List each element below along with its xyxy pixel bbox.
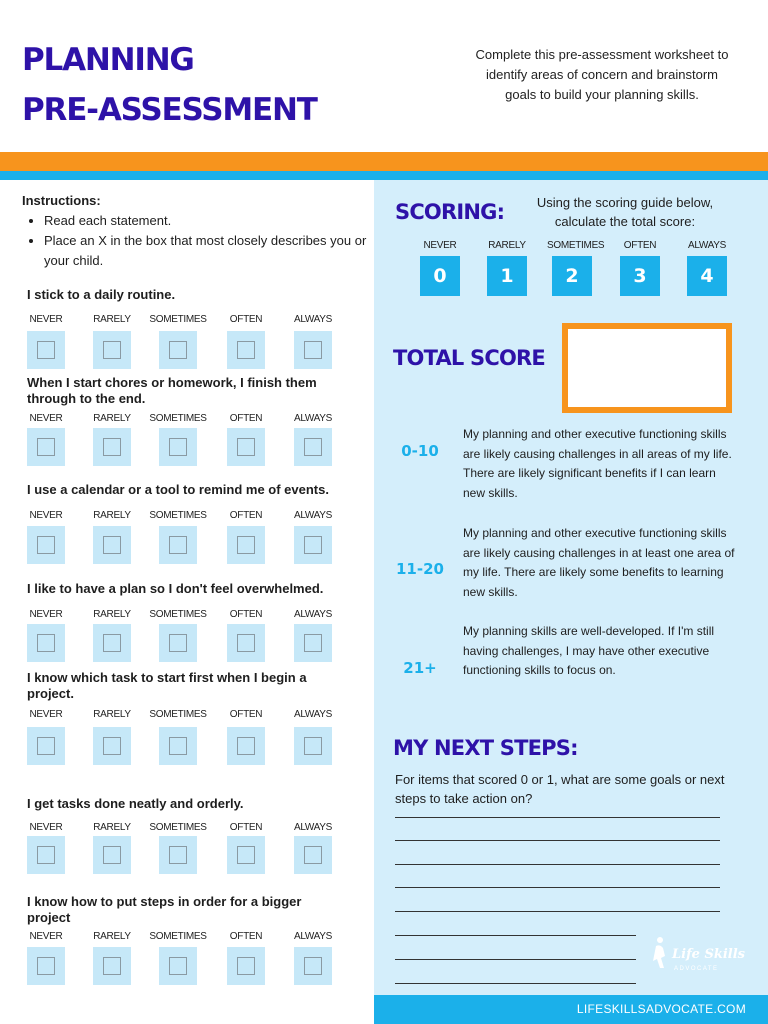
- scoring-panel: [374, 180, 768, 1024]
- answer-checkbox-often[interactable]: [227, 428, 265, 466]
- next-steps-heading: MY NEXT STEPS:: [393, 736, 578, 760]
- option-label-rarely: RARELY: [93, 709, 131, 720]
- option-label-sometimes: SOMETIMES: [149, 413, 207, 424]
- question-statement: I know which task to start first when I begin a project.: [27, 670, 307, 701]
- option-label-often: OFTEN: [229, 510, 263, 521]
- option-label-never: NEVER: [29, 510, 63, 521]
- option-label-sometimes: SOMETIMES: [149, 609, 207, 620]
- option-label-always: ALWAYS: [293, 609, 333, 620]
- instruction-item: • Read each statement.: [44, 211, 384, 231]
- logo-name: Life Skills: [672, 947, 745, 962]
- answer-checkbox-never[interactable]: [27, 947, 65, 985]
- writing-line[interactable]: [395, 887, 720, 888]
- answer-checkbox-always[interactable]: [294, 727, 332, 765]
- range-description: My planning and other executive functioning skills are likely causing challenges in all areas of my life. There are likely significant benefits if I can learn new skills.: [463, 427, 732, 500]
- option-label-never: NEVER: [29, 931, 63, 942]
- answer-checkbox-often[interactable]: [227, 836, 265, 874]
- answer-checkbox-never[interactable]: [27, 428, 65, 466]
- answer-checkbox-sometimes[interactable]: [159, 947, 197, 985]
- figure-icon: [648, 934, 745, 974]
- option-label-often: OFTEN: [229, 709, 263, 720]
- total-score-heading: TOTAL SCORE: [393, 346, 545, 370]
- page-title-line-1: PLANNING: [22, 42, 194, 78]
- option-label-always: ALWAYS: [293, 931, 333, 942]
- next-steps-text: For items that scored 0 or 1, what are some goals or next steps to take action on?: [395, 772, 725, 806]
- option-label-never: NEVER: [29, 709, 63, 720]
- answer-checkbox-rarely[interactable]: [93, 836, 131, 874]
- scoring-heading: SCORING:: [395, 200, 505, 224]
- answer-checkbox-never[interactable]: [27, 624, 65, 662]
- option-label-rarely: RARELY: [93, 822, 131, 833]
- instructions-list: [22, 211, 384, 271]
- logo-subtitle: ADVOCATE: [674, 966, 719, 972]
- score-label-sometimes: SOMETIMES: [547, 240, 605, 251]
- answer-checkbox-often[interactable]: [227, 727, 265, 765]
- score-value-badge: 0: [420, 256, 460, 296]
- answer-checkbox-always[interactable]: [294, 331, 332, 369]
- writing-line[interactable]: [395, 959, 636, 960]
- orange-divider-bar: [0, 152, 768, 171]
- answer-checkbox-rarely[interactable]: [93, 727, 131, 765]
- answer-checkbox-never[interactable]: [27, 526, 65, 564]
- answer-checkbox-often[interactable]: [227, 624, 265, 662]
- question-statement: I use a calendar or a tool to remind me of events.: [27, 482, 329, 497]
- option-label-often: OFTEN: [229, 609, 263, 620]
- answer-checkbox-always[interactable]: [294, 428, 332, 466]
- option-label-sometimes: SOMETIMES: [149, 931, 207, 942]
- option-label-never: NEVER: [29, 413, 63, 424]
- score-value-badge: 4: [687, 256, 727, 296]
- page-title-line-2: PRE-ASSESSMENT: [22, 92, 317, 128]
- option-label-always: ALWAYS: [293, 709, 333, 720]
- intro-text: Complete this pre-assessment worksheet to identify areas of concern and brainstorm goals to build your planning skills.: [475, 47, 729, 102]
- blue-divider-bar: [0, 171, 768, 180]
- option-label-often: OFTEN: [229, 931, 263, 942]
- option-label-rarely: RARELY: [93, 609, 131, 620]
- instructions-heading: Instructions:: [22, 193, 101, 208]
- score-value-badge: 1: [487, 256, 527, 296]
- option-label-never: NEVER: [29, 609, 63, 620]
- answer-checkbox-often[interactable]: [227, 331, 265, 369]
- range-description: My planning and other executive functioning skills are likely causing challenges in at least one area of my life. There are likely some benefits to learning new skills.: [463, 526, 735, 599]
- answer-checkbox-never[interactable]: [27, 331, 65, 369]
- option-label-sometimes: SOMETIMES: [149, 822, 207, 833]
- option-label-rarely: RARELY: [93, 314, 131, 325]
- question-statement: I get tasks done neatly and orderly.: [27, 796, 244, 811]
- instruction-item: • Place an X in the box that most closely describes you or your child.: [44, 231, 384, 271]
- question-statement: I stick to a daily routine.: [27, 287, 176, 302]
- footer-bar: [374, 995, 768, 1024]
- answer-checkbox-never[interactable]: [27, 727, 65, 765]
- option-label-often: OFTEN: [229, 413, 263, 424]
- answer-checkbox-sometimes[interactable]: [159, 836, 197, 874]
- writing-line[interactable]: [395, 983, 636, 984]
- option-label-rarely: RARELY: [93, 931, 131, 942]
- option-label-always: ALWAYS: [293, 510, 333, 521]
- answer-checkbox-sometimes[interactable]: [159, 526, 197, 564]
- option-label-rarely: RARELY: [93, 413, 131, 424]
- answer-checkbox-often[interactable]: [227, 526, 265, 564]
- question-statement: When I start chores or homework, I finish them through to the end.: [27, 375, 317, 406]
- range-label: 11-20: [396, 560, 444, 578]
- option-label-never: NEVER: [29, 822, 63, 833]
- answer-checkbox-rarely[interactable]: [93, 624, 131, 662]
- writing-line[interactable]: [395, 864, 720, 865]
- option-label-always: ALWAYS: [293, 314, 333, 325]
- score-label-often: OFTEN: [623, 240, 657, 251]
- answer-checkbox-sometimes[interactable]: [159, 727, 197, 765]
- answer-checkbox-rarely[interactable]: [93, 526, 131, 564]
- option-label-often: OFTEN: [229, 822, 263, 833]
- score-value-badge: 3: [620, 256, 660, 296]
- option-label-often: OFTEN: [229, 314, 263, 325]
- answer-checkbox-rarely[interactable]: [93, 947, 131, 985]
- answer-checkbox-often[interactable]: [227, 947, 265, 985]
- score-label-rarely: RARELY: [488, 240, 526, 251]
- option-label-sometimes: SOMETIMES: [149, 510, 207, 521]
- life-skills-advocate-logo: [648, 934, 745, 974]
- option-label-always: ALWAYS: [293, 822, 333, 833]
- answer-checkbox-always[interactable]: [294, 947, 332, 985]
- score-label-always: ALWAYS: [687, 240, 727, 251]
- range-label: 21+: [403, 659, 437, 677]
- option-label-sometimes: SOMETIMES: [149, 709, 207, 720]
- score-label-never: NEVER: [423, 240, 457, 251]
- answer-checkbox-always[interactable]: [294, 836, 332, 874]
- writing-line[interactable]: [395, 911, 720, 912]
- answer-checkbox-always[interactable]: [294, 526, 332, 564]
- answer-checkbox-sometimes[interactable]: [159, 428, 197, 466]
- score-value-badge: 2: [552, 256, 592, 296]
- option-label-rarely: RARELY: [93, 510, 131, 521]
- answer-checkbox-sometimes[interactable]: [159, 624, 197, 662]
- writing-line[interactable]: [395, 840, 720, 841]
- answer-checkbox-rarely[interactable]: [93, 428, 131, 466]
- answer-checkbox-sometimes[interactable]: [159, 331, 197, 369]
- range-label: 0-10: [401, 442, 439, 460]
- total-score-input-box[interactable]: [562, 323, 732, 413]
- option-label-always: ALWAYS: [293, 413, 333, 424]
- question-statement: I like to have a plan so I don't feel overwhelmed.: [27, 581, 324, 596]
- answer-checkbox-always[interactable]: [294, 624, 332, 662]
- footer-url-link[interactable]: LIFESKILLSADVOCATE.COM: [576, 1002, 746, 1016]
- writing-line[interactable]: [395, 817, 720, 818]
- question-statement: I know how to put steps in order for a bigger project: [27, 894, 302, 925]
- answer-checkbox-never[interactable]: [27, 836, 65, 874]
- answer-checkbox-rarely[interactable]: [93, 331, 131, 369]
- option-label-sometimes: SOMETIMES: [149, 314, 207, 325]
- range-description: My planning skills are well-developed. If I'm still having challenges, I may have other executive functioning skills to focus on.: [463, 624, 715, 677]
- writing-line[interactable]: [395, 935, 636, 936]
- option-label-never: NEVER: [29, 314, 63, 325]
- scoring-note: Using the scoring guide below, calculate the total score:: [536, 195, 714, 229]
